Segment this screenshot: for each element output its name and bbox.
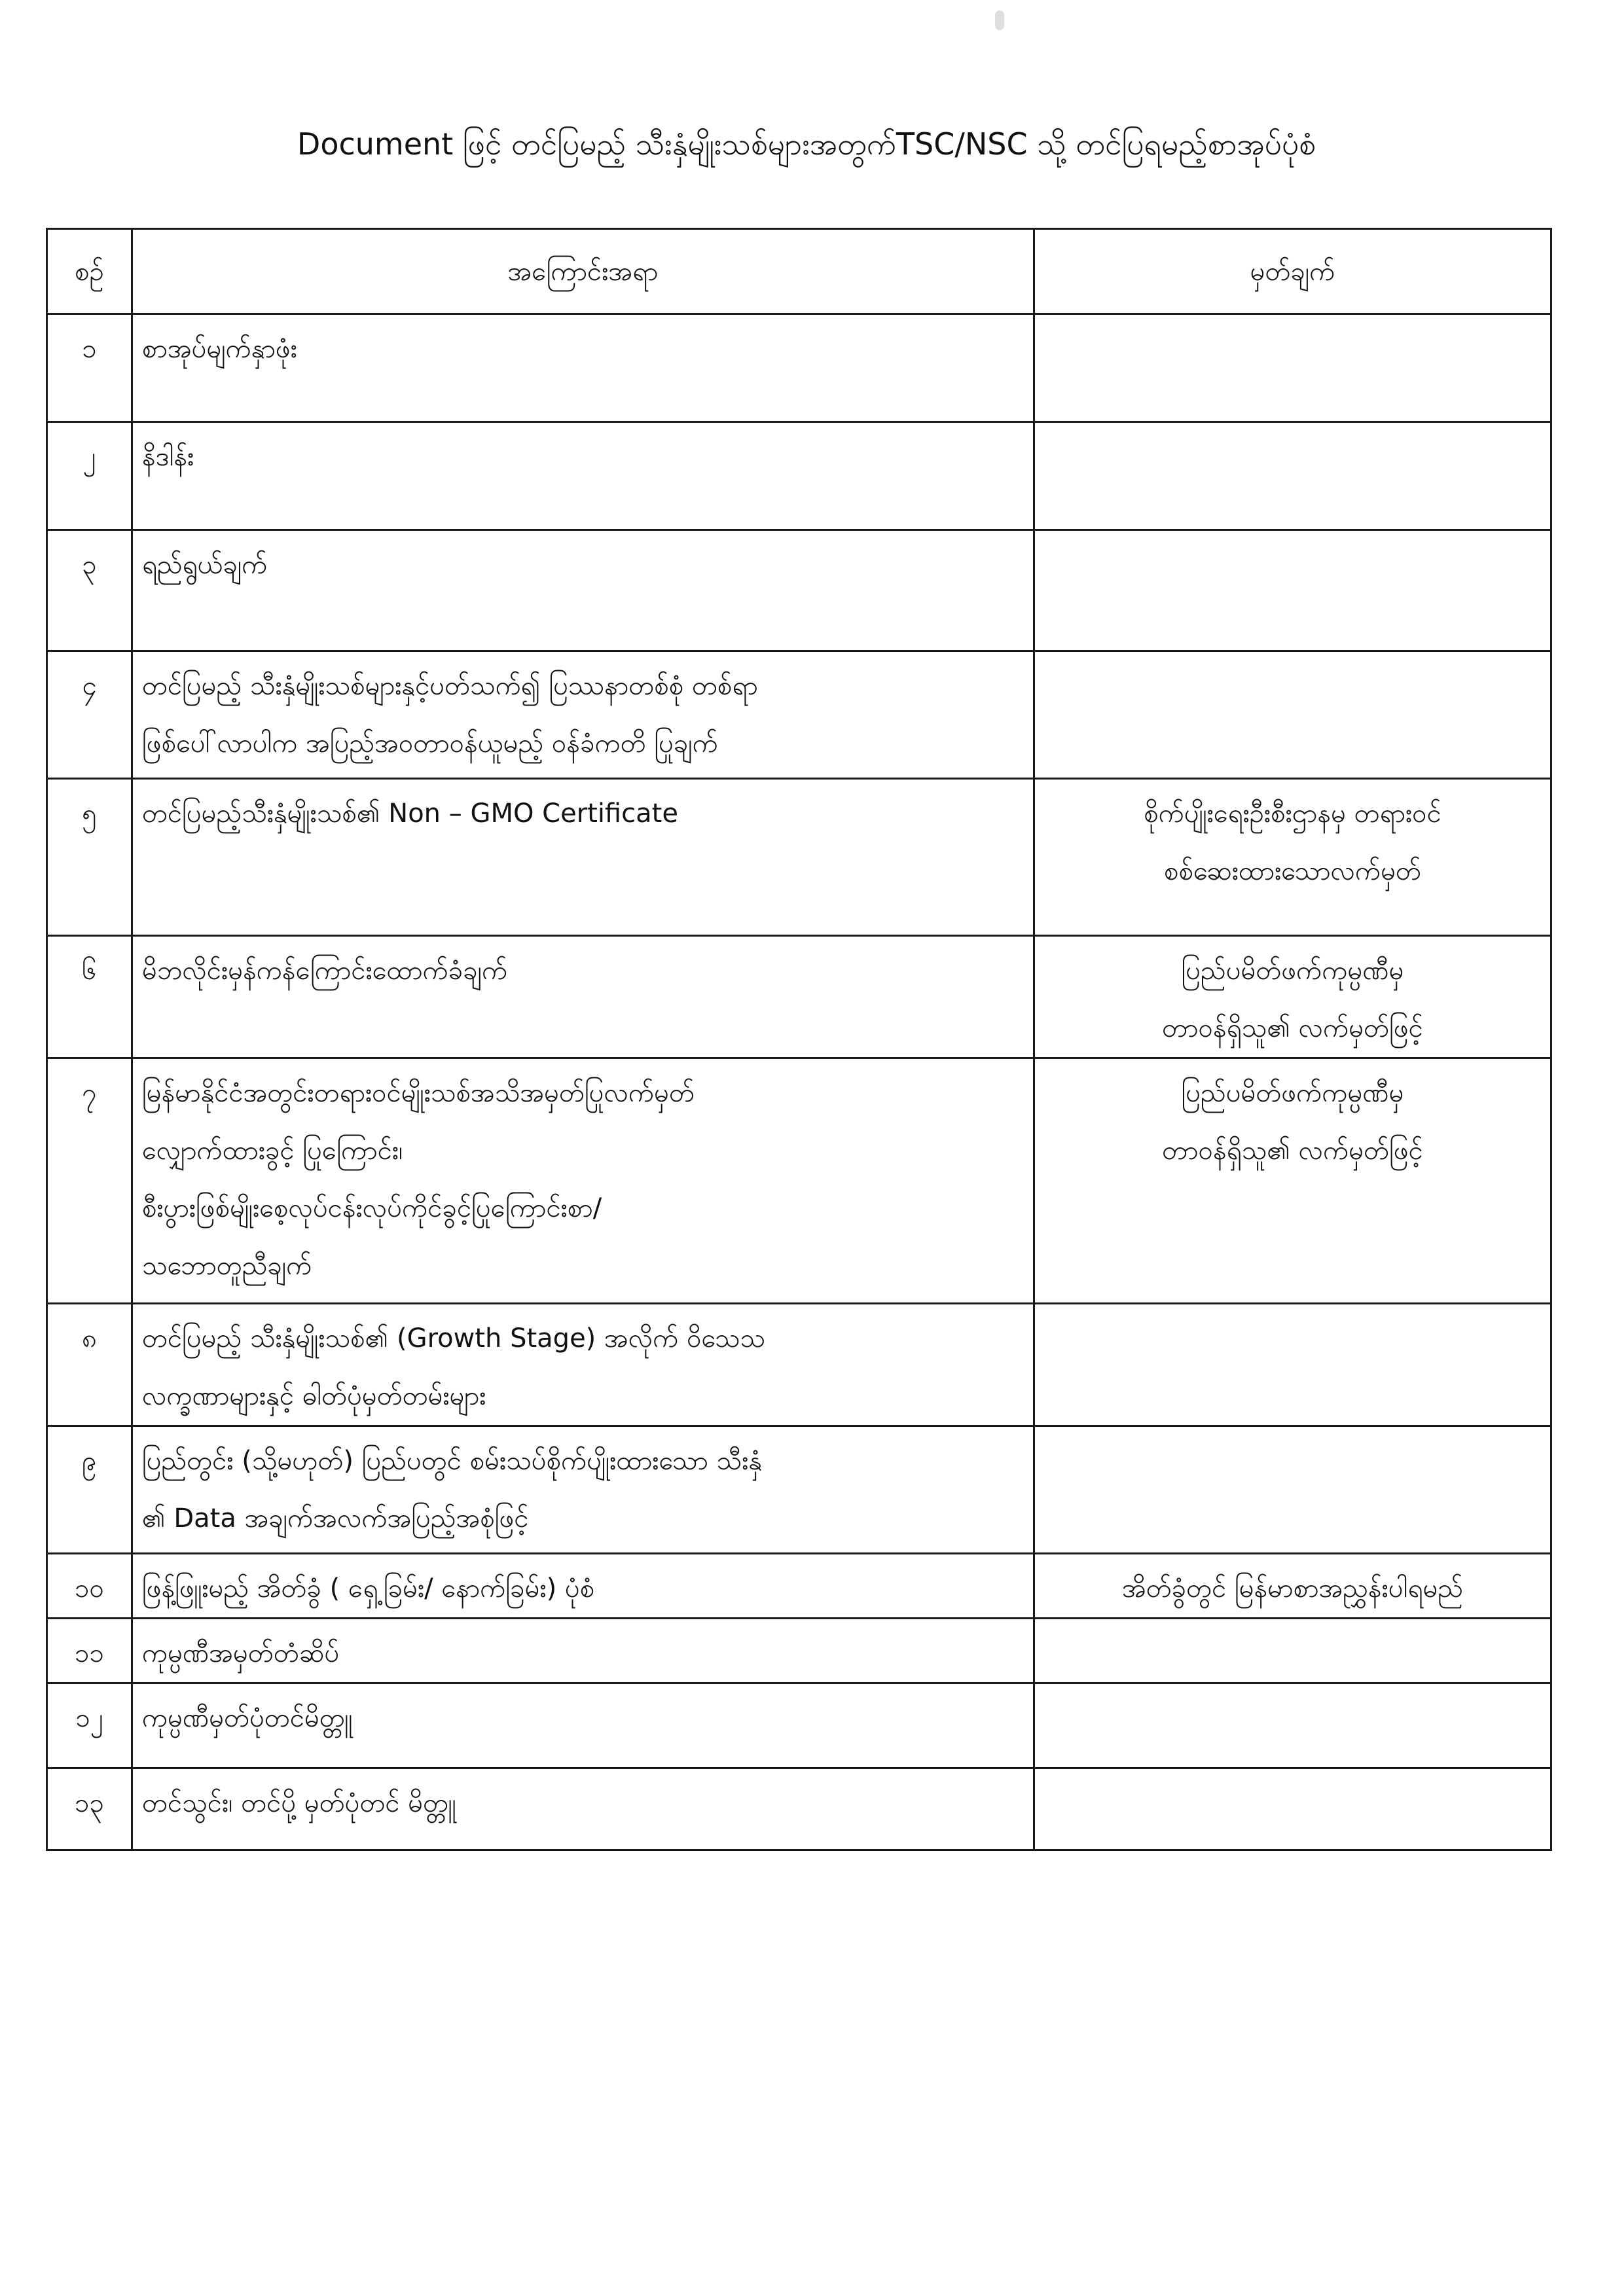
description-line: နိဒါန်း [142,442,194,472]
remark-line: ပြည်ပမိတ်ဖက်ကုမ္ပဏီမှ [1181,1078,1404,1108]
row-remarks [1034,1768,1551,1850]
row-number: ၄ [47,651,132,779]
row-description [132,1619,1034,1683]
table-row [47,1426,1551,1554]
page-title: Document ဖြင့် တင်ပြမည့် သီးနှံမျိုးသစ်များအတွက်TSC/NSC သို့ တင်ပြရမည့်စာအုပ်ပုံစံ [297,126,1316,162]
table-row [47,1304,1551,1426]
table-row [47,530,1551,651]
description-line: ပြည်တွင်း (သို့မဟုတ်) ပြည်ပတွင် စမ်းသပ်စိုက်ပျိုးထားသော သီးနှံ [142,1446,763,1476]
table-row [47,1683,1551,1768]
description-line: ဖြစ်ပေါ်လာပါက အပြည့်အဝတာဝန်ယူမည့် ဝန်ခံကတိ ပြုချက် [142,728,718,759]
row-remarks [1034,1683,1551,1768]
table-row [47,422,1551,530]
description-line: စာအုပ်မျက်နှာဖုံး [142,334,297,364]
row-number: ၁၃ [47,1768,132,1850]
row-remarks [1034,1426,1551,1554]
scan-speck [995,10,1004,30]
row-number: ၁၁ [47,1619,132,1683]
remark-line: စစ်ဆေးထားသောလက်မှတ် [1164,856,1421,886]
description-line: ၏ Data အချက်အလက်အပြည့်အစုံဖြင့် [142,1503,529,1534]
remark-line: တာဝန်ရှိသူ၏ လက်မှတ်ဖြင့် [1162,1136,1423,1166]
table-row [47,651,1551,779]
row-remarks [1034,1058,1551,1304]
row-remarks [1034,422,1551,530]
header-no: စဉ် [47,229,132,314]
header-remarks: မှတ်ချက် [1034,229,1551,314]
row-number: ၉ [47,1426,132,1554]
table-row [47,1768,1551,1850]
description-line: တင်ပြမည့်သီးနှံမျိုးသစ်၏ Non – GMO Certificate [142,798,678,829]
row-description [132,779,1034,936]
row-description [132,936,1034,1058]
row-description [132,1554,1034,1619]
description-line: လျှောက်ထားခွင့် ပြုကြောင်း၊ [142,1136,403,1166]
description-line: သဘောတူညီချက် [142,1251,312,1281]
row-remarks [1034,530,1551,651]
row-description [132,651,1034,779]
row-number: ၆ [47,936,132,1058]
row-number: ၇ [47,1058,132,1304]
description-line: ဖြန့်ဖြူးမည့် အိတ်ခွံ ( ရှေ့ခြမ်း/ နောက်ခြမ်း) ပုံစံ [142,1573,595,1604]
remark-line: စိုက်ပျိုးရေးဦးစီးဌာနမှ တရားဝင် [1144,798,1441,829]
row-description [132,314,1034,422]
row-description [132,1304,1034,1426]
description-line: ရည်ရွယ်ချက် [142,550,268,580]
description-line: လက္ခဏာများနှင့် ဓါတ်ပုံမှတ်တမ်းများ [142,1381,486,1411]
description-line: မိဘလိုင်းမှန်ကန်ကြောင်းထောက်ခံချက် [142,956,508,986]
description-line: မြန်မာနိုင်ငံအတွင်းတရားဝင်မျိုးသစ်အသိအမှတ်ပြုလက်မှတ် [142,1078,695,1108]
description-line: တင်ပြမည့် သီးနှံမျိုးသစ်များနှင့်ပတ်သက်၍ ပြဿနာတစ်စုံ တစ်ရာ [142,671,758,701]
remark-line: တာဝန်ရှိသူ၏ လက်မှတ်ဖြင့် [1162,1013,1423,1043]
table-row [47,936,1551,1058]
description-line: တင်ပြမည့် သီးနှံမျိုးသစ်၏ (Growth Stage) အလိုက် ဝိသေသ [142,1323,766,1354]
row-remarks [1034,1304,1551,1426]
description-line: ကုမ္ပဏီအမှတ်တံဆိပ် [142,1638,340,1668]
row-description [132,1768,1034,1850]
row-number: ၁၂ [47,1683,132,1768]
row-remarks [1034,314,1551,422]
table-row [47,1554,1551,1619]
row-number: ၂ [47,422,132,530]
description-line: စီးပွားဖြစ်မျိုးစေ့လုပ်ငန်းလုပ်ကိုင်ခွင့်ပြုကြောင်းစာ/ [142,1193,602,1223]
checklist-table [46,228,1552,1851]
row-remarks [1034,651,1551,779]
row-remarks [1034,779,1551,936]
table-row [47,779,1551,936]
row-description [132,1058,1034,1304]
row-remarks [1034,1619,1551,1683]
row-remarks [1034,936,1551,1058]
row-number: ၁၀ [47,1554,132,1619]
table-row [47,1619,1551,1683]
header-description: အကြောင်းအရာ [132,229,1034,314]
row-description [132,422,1034,530]
row-description [132,1683,1034,1768]
table-header-row [47,229,1551,314]
description-line: ကုမ္ပဏီမှတ်ပုံတင်မိတ္တူ [142,1703,353,1733]
row-remarks [1034,1554,1551,1619]
row-number: ၃ [47,530,132,651]
remark-line: ပြည်ပမိတ်ဖက်ကုမ္ပဏီမှ [1181,956,1404,986]
row-number: ၅ [47,779,132,936]
row-number: ၈ [47,1304,132,1426]
row-number: ၁ [47,314,132,422]
row-description [132,530,1034,651]
table-row [47,1058,1551,1304]
row-description [132,1426,1034,1554]
remark-line: အိတ်ခွံတွင် မြန်မာစာအညွှန်းပါရမည် [1122,1573,1463,1604]
description-line: တင်သွင်း၊ တင်ပို့ မှတ်ပုံတင် မိတ္တူ [142,1788,456,1818]
table-row [47,314,1551,422]
